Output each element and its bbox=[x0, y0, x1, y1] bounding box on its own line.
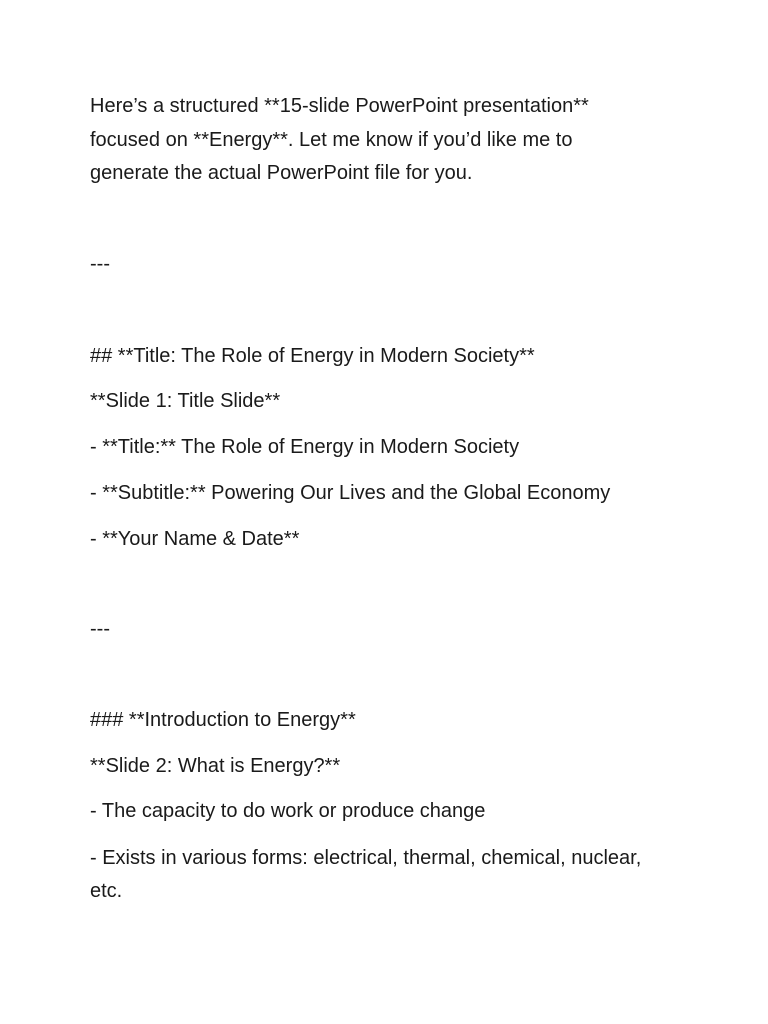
separator: --- bbox=[90, 618, 110, 640]
slide2-bullet-forms-cont: etc. bbox=[90, 880, 123, 902]
intro-line-3: generate the actual PowerPoint file for you. bbox=[90, 162, 473, 184]
intro-line-2: focused on **Energy**. Let me know if you’d like me to bbox=[90, 129, 573, 151]
slide1-heading: **Slide 1: Title Slide** bbox=[90, 390, 281, 412]
intro-line-1: Here’s a structured **15-slide PowerPoint presentation** bbox=[90, 95, 589, 117]
title-heading: ## **Title: The Role of Energy in Modern Society** bbox=[90, 345, 535, 367]
slide1-bullet-name-date: - **Your Name & Date** bbox=[90, 528, 300, 550]
separator: --- bbox=[90, 253, 110, 275]
slide2-heading: **Slide 2: What is Energy?** bbox=[90, 755, 341, 777]
slide2-bullet-forms: - Exists in various forms: electrical, thermal, chemical, nuclear, bbox=[90, 847, 642, 869]
section-heading: ### **Introduction to Energy** bbox=[90, 709, 356, 731]
slide2-bullet-definition: - The capacity to do work or produce change bbox=[90, 800, 486, 822]
slide1-bullet-subtitle: - **Subtitle:** Powering Our Lives and the Global Economy bbox=[90, 482, 611, 504]
slide1-bullet-title: - **Title:** The Role of Energy in Modern Society bbox=[90, 436, 520, 458]
